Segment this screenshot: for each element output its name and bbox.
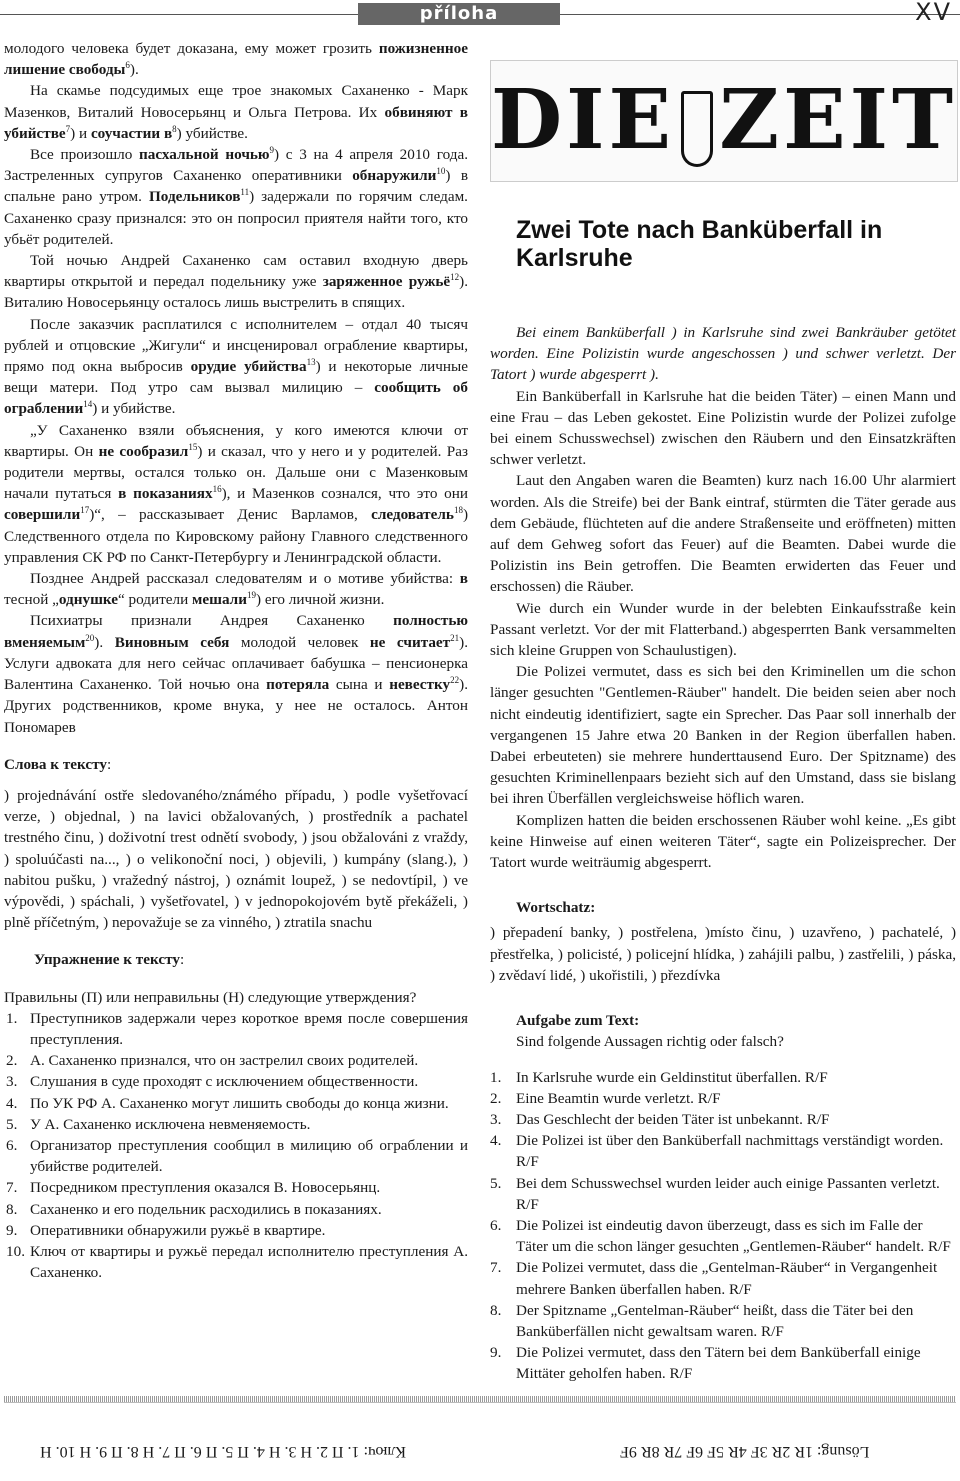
article-paragraph: После заказчик расплатился с исполнителем – отдал 40 тысяч рублей и отцовские „Жигули“ и инсценировал ограбление квартиры, прямо под окна выбросив орудие убийства$^{13}$) и некоторые личные вещи матери. Под утро сам вызвал милицию – сообщить об ограблении$^{14}$) и убийстве. xyxy=(4,315,468,418)
die-zeit-logo: DIE ZEIT xyxy=(490,60,958,182)
statement-item xyxy=(6,1241,468,1283)
statement-number: 3. xyxy=(490,1110,502,1128)
statement-text: Eine Beamtin wurde verletzt. R/F xyxy=(516,1089,721,1107)
statement-number: 5. xyxy=(6,1115,18,1133)
article-paragraph: На скамье подсудимых еще трое знакомых Саханенко - Марк Мазенков, Виталий Новосерьянц и Ольга Петрова. Их обвиняют в убийстве$^7$) и соучастии $в^8$) убийстве. xyxy=(4,82,468,142)
statement-number: 1. xyxy=(6,1009,18,1027)
statement-item xyxy=(6,1050,468,1071)
page-number: XV xyxy=(915,0,952,26)
statement-number: 2. xyxy=(6,1052,18,1070)
statement-text: Die Polizei ist eindeutig davon überzeugt, dass es sich im Falle der Täter um die schon länger gesuchten „Gentlemen-Räuber“ handelt. R/F xyxy=(516,1216,951,1256)
article-paragraph: молодого человека будет доказана, ему может грозить пожизненное лишение свободы$^6$). xyxy=(4,40,468,79)
statement-text: Организатор преступления сообщил в милицию об ограблении и убийстве родителей. xyxy=(30,1136,468,1176)
statement-text: Das Geschlecht der beiden Täter ist unbekannt. R/F xyxy=(516,1110,830,1128)
article-paragraph: Все произошло пасхальной ночью$^9$) с 3 на 4 апреля 2010 года. Застреленных супругов Саханенко оперативники обнаружили$^{10}$) в спальне рано утром. Подельников$^{11}$) задержали по горячим следам. Саханенко сразу признался: это он попросил приятеля найти того, кто убьёт родителей. xyxy=(4,144,469,248)
statement-item xyxy=(6,1008,468,1050)
vocab-list: ) projednávání ostře sledovaného/známého případu, ) podle vyšetřovací verze, ) objednal, ) na lavici obžalovaných, ) prostředník a pachatel trestného činu, ) doživotní trest odnětí svobody, ) jsou obžalováni z vraždy, ) spoluúčasti na..., ) o velikonoční noci, ) objevili, ) kumpány (slang.), ) nabitou pušku, ) vražedný nástroj, ) oznámit loupež, ) se nedovtípil, ) ve výpovědi, ) spáchali, ) vyšetřovatel, ) v jednopokojovém bytě překáželi, ) plně příčetným, ) nepovažuje se za vinného, ) ztratila snachu xyxy=(4,786,468,932)
section-tab: příloha xyxy=(358,3,560,25)
statement-text: По УК РФ А. Саханенко могут лишить свободы до конца жизни. xyxy=(30,1094,449,1112)
article-paragraph: Психиатры признали Андрея Саханенко полностью вменяемым$^{20}$). Виновным себя молодой человек не считает$^{21}$). Услуги адвоката для него сейчас оплачивает бабушка – пенсионерка Валентина Саханенко. Той ночью она потеряла сына и невестку$^{22}$). Других родственников, кроме внука, у нее не осталось. Антон Пономарев xyxy=(4,612,468,736)
answer-key-german: Lösung: 1R 2R 3F 4R 5F 6F 7R 8R 9F xyxy=(620,1443,870,1460)
statement-item xyxy=(6,1093,468,1114)
statement-item xyxy=(490,1067,956,1088)
statement-text: Слушания в суде проходят с исключением общественности. xyxy=(30,1073,419,1091)
page-header xyxy=(0,0,960,26)
statement-number: 1. xyxy=(490,1068,502,1086)
statement-number: 7. xyxy=(6,1179,18,1197)
statement-text: Посредником преступления оказался В. Новосерьянц. xyxy=(30,1179,381,1197)
statement-text: Ключ от квартиры и ружьё передал исполнителю преступления А. Саханенко. xyxy=(30,1242,468,1282)
statement-text: Саханенко и его подельник расходились в показаниях. xyxy=(30,1200,382,1218)
statement-number: 8. xyxy=(490,1301,502,1319)
statement-number: 8. xyxy=(6,1200,18,1218)
statement-item xyxy=(6,1199,468,1220)
statement-item xyxy=(6,1135,468,1177)
statement-item xyxy=(490,1109,956,1130)
statement-text: In Karlsruhe wurde ein Geldinstitut überfallen. R/F xyxy=(516,1068,828,1086)
statement-number: 6. xyxy=(6,1136,18,1154)
statement-item xyxy=(490,1173,956,1215)
article-paragraph: Laut den Angaben waren die Beamten) kurz nach 16.00 Uhr alarmiert worden. Als die Streife) bei der Bank eintraf, stürmten die Täter gerade aus dem Gebäude, flüchteten auf die andere Straßenseite und eröffneten) mitten auf dem Gehweg sofort das Feuer) auf die Beamten. Dabei wurde die Polizistin ins Bein getroffen. Die Beamten erwiderten das Feuer und erschossen) die Räuber. xyxy=(490,472,956,596)
article-paragraph: Komplizen hatten die beiden erschossenen Räuber wohl keine. „Es gibt keine Hinweise auf einen weiteren Täter“, sagte ein Polizeisprecher. Der Tatort wurde weiträumig abgesperrt. xyxy=(490,811,956,872)
statement-item xyxy=(6,1071,468,1092)
statement-text: Die Polizei vermutet, dass den Tätern bei dem Banküberfall einige Mittäter geholfen haben. R/F xyxy=(516,1344,921,1383)
statement-number: 6. xyxy=(490,1216,502,1234)
wortschatz-title: Wortschatz: xyxy=(516,899,596,917)
task-title: Aufgabe zum Text: xyxy=(516,1012,640,1030)
statement-number: 4. xyxy=(490,1132,502,1150)
statement-text: Die Polizei ist über den Banküberfall nachmittags verständigt worden. R/F xyxy=(516,1132,944,1171)
article-lead: Bei einem Banküberfall ) in Karlsruhe sind zwei Bankräuber getötet worden. Eine Polizistin wurde angeschossen ) und schwer verletzt. Der Tatort ) wurde abgesperrt ). xyxy=(490,324,956,384)
statement-item xyxy=(6,1220,468,1241)
article-paragraph: Wie durch ein Wunder wurde in der belebten Einkaufsstraße kein Passant verletzt. Vor der mit Flatterband.) abgesperrten Bank versammelten sich kleine Gruppen von Schaulustigen). xyxy=(490,599,956,660)
statement-item xyxy=(490,1257,956,1299)
statement-text: А. Саханенко признался, что он застрелил своих родителей. xyxy=(30,1052,419,1070)
russian-article-column xyxy=(4,38,468,1283)
article-paragraph: Позднее Андрей рассказал следователям и о мотиве убийства: в тесной „однушке“ родители мешали$^{19}$) его личной жизни. xyxy=(4,570,468,609)
statement-item xyxy=(490,1130,956,1172)
wortschatz-list: ) přepadení banky, ) postřelena, )místo činu, ) uzavřeno, ) pachatelé, ) přestřelka, ) policisté, ) policejní hlídka, ) zahájili palbu, ) zastřelili, ) páska, ) zvědaví lidé, ) ukořistili, ) přezdívka xyxy=(490,924,956,984)
statement-text: Die Polizei vermutet, dass die „Gentelman-Räuber“ in Vergangenheit mehrere Banken überfallen haben. R/F xyxy=(516,1259,938,1298)
answer-key-russian: Ключ: 1. П 2. Н 3. Н 4. П 5. П 6. П 7. Н 8. П 9. Н 10. Н xyxy=(40,1443,407,1460)
statement-item xyxy=(6,1177,468,1198)
statement-item xyxy=(6,1114,468,1135)
exercise-title: Упражнение к тексту: xyxy=(34,951,185,969)
task-block xyxy=(516,1010,956,1052)
statement-number: 5. xyxy=(490,1174,502,1192)
footer-rule xyxy=(4,1402,956,1403)
statement-number: 3. xyxy=(6,1073,18,1091)
article-paragraph: „У Саханенко взяли объяснения, у кого имеются ключи от квартиры. Он не сообразил$^{15}$) и сказал, что у него и у родителей. Раз родители мертвы, остался только он. Дальше они с Мазенковым начали путаться в показаниях$^{16}$), и Мазенков сознался, что это они совершили$^{17}$)“, – рассказывает Денис Варламов, следователь$^{18}$) Следственного отдела по Кировскому району Главного следственного управления СК РФ по Санкт-Петербургу и Ленинградской области. xyxy=(4,421,469,566)
german-article-column xyxy=(490,60,956,1385)
statement-number: 2. xyxy=(490,1089,502,1107)
russian-statements xyxy=(4,1008,468,1284)
vocab-title: Слова к тексту: xyxy=(4,755,112,773)
exercise-intro: Правильны (П) или неправильны (Н) следующие утверждения? xyxy=(4,988,417,1006)
statement-number: 9. xyxy=(490,1344,502,1362)
statement-text: Der Spitzname „Gentelman-Räuber“ heißt, dass die Täter bei den Banküberfällen nicht gewaltsam waren. R/F xyxy=(516,1301,914,1340)
statement-number: 7. xyxy=(490,1259,502,1277)
article-headline: Zwei Tote nach Banküberfall in Karlsruhe xyxy=(516,216,883,272)
statement-item xyxy=(490,1300,956,1342)
article-paragraph: Ein Banküberfall in Karlsruhe hat die beiden Täter) – einen Mann und eine Frau – das Leben gekostet. Eine Polizistin wurde der Polizei zufolge bei einem Schusswechsel) zwischen den Räubern und den Einsatzkräften schwer verletzt. xyxy=(490,387,956,469)
statement-text: Преступников задержали через короткое время после совершения преступления. xyxy=(30,1009,468,1048)
article-paragraph: Die Polizei vermutet, dass es sich bei den Kriminellen um die schon länger gesuchten "Gentlemen-Räuber" handelt. Die beiden seien aber noch nicht eindeutig identifiziert, sagte ein Sprecher. Das Paar soll innerhalb der vergangenen 15 Jahre etwa 20 Banken in der Region überfallen haben. Dabei erbeuteten) sie mehrere hunderttausend Euro. Der Spitzname) des gesuchten Kriminellenpaars bezieht sich auf den Umstand, dass sie bislang bei ihren Überfällen vergleichsweise höflich waren. xyxy=(490,663,956,808)
statement-item xyxy=(490,1342,956,1384)
german-statements xyxy=(490,1067,956,1385)
statement-text: Оперативники обнаружили ружьё в квартире. xyxy=(30,1221,326,1239)
statement-number: 10. xyxy=(6,1242,25,1260)
statement-text: Bei dem Schusswechsel wurden leider auch einige Passanten verletzt. R/F xyxy=(516,1174,940,1213)
statement-number: 4. xyxy=(6,1094,18,1112)
statement-item xyxy=(490,1088,956,1109)
statement-number: 9. xyxy=(6,1221,18,1239)
task-subtitle: Sind folgende Aussagen richtig oder falsch? xyxy=(516,1033,784,1051)
coat-of-arms-icon xyxy=(681,91,713,167)
statement-text: У А. Саханенко исключена невменяемость. xyxy=(30,1115,311,1133)
article-paragraph: Той ночью Андрей Саханенко сам оставил входную дверь квартиры открытой и передал подельнику уже заряженное ружьё$^{12}$). Виталию Новосерьянцу осталось лишь выстрелить в спящих. xyxy=(4,252,468,312)
statement-item xyxy=(490,1215,956,1257)
